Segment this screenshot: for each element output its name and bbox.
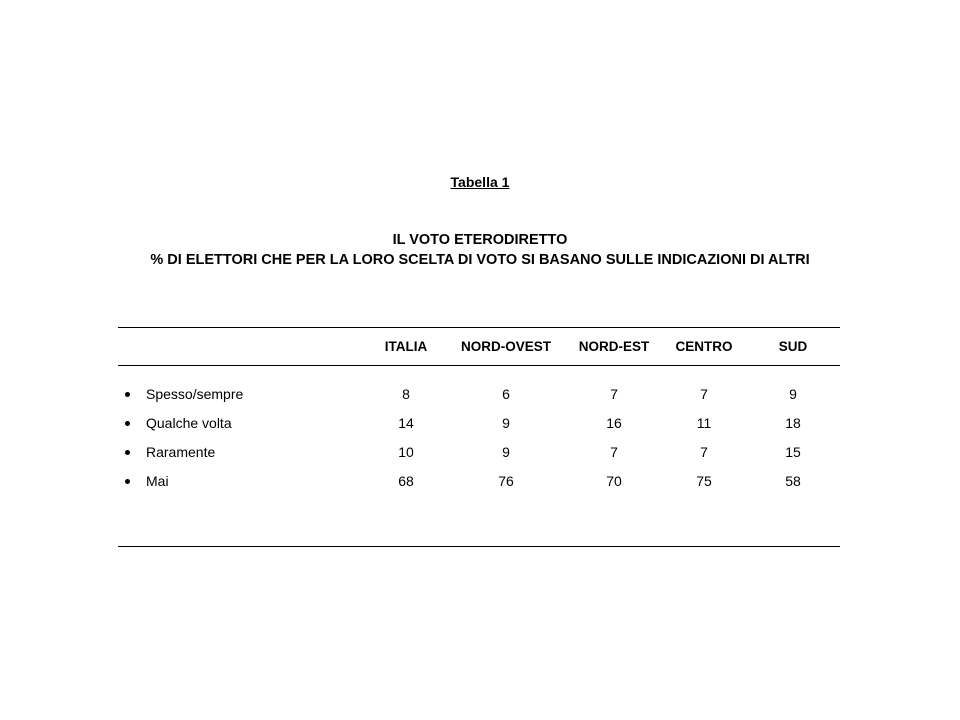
column-header-italia: ITALIA xyxy=(384,339,428,354)
table-cell: 7 xyxy=(610,386,618,402)
row-label: Qualche volta xyxy=(146,415,232,431)
table-header-rule xyxy=(118,365,840,366)
table-row xyxy=(118,415,232,431)
table-cell: 11 xyxy=(696,415,712,431)
table-cell: 15 xyxy=(785,444,801,460)
table-top-rule xyxy=(118,327,840,328)
table-cell: 7 xyxy=(700,444,708,460)
table-title xyxy=(0,230,960,270)
table-row xyxy=(118,473,169,489)
table-cell: 18 xyxy=(785,415,801,431)
bullet-icon xyxy=(125,450,130,455)
column-header-nord-ovest: NORD-OVEST xyxy=(460,339,551,354)
table-cell: 75 xyxy=(696,473,712,489)
row-label: Spesso/sempre xyxy=(146,386,244,402)
table-cell: 9 xyxy=(502,444,510,460)
bullet-icon xyxy=(125,421,130,426)
table-row xyxy=(118,444,215,460)
column-header-nord-est: NORD-EST xyxy=(578,339,650,354)
column-header-centro: CENTRO xyxy=(675,339,733,354)
table-cell: 9 xyxy=(789,386,797,402)
table-cell: 10 xyxy=(398,444,414,460)
table-bottom-rule xyxy=(118,546,840,547)
table-cell: 68 xyxy=(398,473,414,489)
row-label: Mai xyxy=(146,473,169,489)
column-header-sud: SUD xyxy=(778,339,808,354)
table-cell: 16 xyxy=(606,415,622,431)
bullet-icon xyxy=(125,392,130,397)
title-line-2: % DI ELETTORI CHE PER LA LORO SCELTA DI VOTO SI BASANO SULLE INDICAZIONI DI ALTRI xyxy=(150,252,810,268)
bullet-icon xyxy=(125,479,130,484)
table-caption: Tabella 1 xyxy=(450,174,510,190)
table-row xyxy=(118,386,243,402)
row-label: Raramente xyxy=(146,444,216,460)
table-cell: 58 xyxy=(785,473,801,489)
table-cell: 7 xyxy=(610,444,618,460)
title-line-1: IL VOTO ETERODIRETTO xyxy=(392,232,568,248)
table-cell: 9 xyxy=(502,415,510,431)
table-cell: 6 xyxy=(502,386,510,402)
table-cell: 14 xyxy=(398,415,414,431)
table-cell: 7 xyxy=(700,386,708,402)
table-cell: 70 xyxy=(606,473,622,489)
table-cell: 76 xyxy=(498,473,514,489)
table-cell: 8 xyxy=(402,386,410,402)
